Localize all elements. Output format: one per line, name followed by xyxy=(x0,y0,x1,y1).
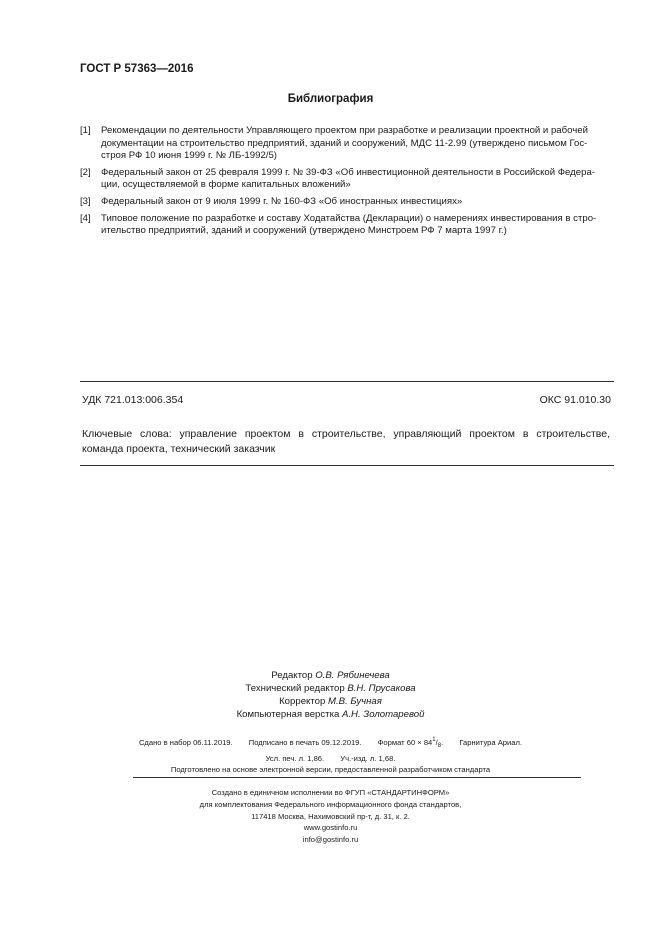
bibliography-line: документации на строительство предприятий, зданий и сооружений, МДС 11-2.99 (утверждено письмом Гос- xyxy=(101,137,588,149)
bibliography-item xyxy=(80,167,614,192)
publisher-address: 117418 Москва, Нахимовский пр-т, д. 31, к. 2. xyxy=(251,811,410,821)
bibliography-item-text xyxy=(101,213,614,238)
tech-editor-label: Технический редактор xyxy=(245,683,345,694)
print-info-row xyxy=(0,753,661,765)
bibliography-line: Рекомендации по деятельности Управляющего проектом при разработке и реализации проектной и рабочей xyxy=(101,125,588,136)
typeface: Гарнитура Ариал. xyxy=(459,738,523,747)
bibliography-item-number: [4] xyxy=(80,212,91,224)
publisher-line: Создано в единичном исполнении во ФГУП «СТАНДАРТИНФОРМ» xyxy=(211,788,450,797)
format-prefix: Формат 60 × 84 xyxy=(377,738,433,747)
publisher-block xyxy=(0,787,661,846)
editor-name: О.В. Рябинечева xyxy=(315,670,390,681)
editor-label: Редактор xyxy=(271,670,313,681)
email-link[interactable]: info@gostinfo.ru xyxy=(302,835,359,845)
prepared-note: Подготовлено на основе электронной версии, предоставленной разработчиком стандарта xyxy=(170,765,491,774)
bibliography-list xyxy=(80,125,614,242)
bibliography-item-text xyxy=(101,196,614,209)
document-code: ГОСТ Р 57363—2016 xyxy=(80,63,194,75)
bibliography-line: Федеральный закон от 25 февраля 1999 г. № 39-ФЗ «Об инвестиционной деятельности в Российской Федера- xyxy=(101,166,595,178)
bibliography-line: ительство предприятий, зданий и сооружений (утверждено Минстроем РФ 7 марта 1997 г.) xyxy=(101,225,507,237)
layout-line xyxy=(0,708,661,721)
bibliography-line: строя РФ 10 июня 1999 г. № ЛБ-1992/5) xyxy=(101,150,277,162)
bibliography-line: Федеральный закон от 9 июля 1999 г. № 160-ФЗ «Об иностранных инвестициях» xyxy=(101,195,463,207)
bibliography-item-number: [1] xyxy=(80,125,91,136)
bibliography-item-text xyxy=(101,167,614,192)
udk-code: УДК 721.013:006.354 xyxy=(82,394,184,406)
keywords-line: Ключевые слова: управление проектом в строительстве, управляющий проектом в строительстве, xyxy=(82,428,610,440)
corrector-label: Корректор xyxy=(279,696,326,707)
bibliography-item-number: [3] xyxy=(80,195,91,207)
layout-label: Компьютерная верстка xyxy=(236,709,340,720)
credits-block xyxy=(0,669,661,721)
bibliography-line: ции, осуществляемой в форме капитальных вложений» xyxy=(101,179,351,191)
publisher-divider xyxy=(133,777,581,778)
bibliography-item-number: [2] xyxy=(80,166,91,178)
publish-sheets: Уч.-изд. л. 1,68. xyxy=(340,753,396,763)
bibliography-item xyxy=(80,213,614,238)
tech-editor-line xyxy=(0,682,661,695)
oks-code: ОКС 91.010.30 xyxy=(539,394,611,406)
publisher-line: для комплектования Федерального информационного фонда стандартов, xyxy=(199,799,462,809)
layout-name: А.Н. Золотаревой xyxy=(341,709,425,720)
signed-date: Подписано в печать 09.12.2019. xyxy=(248,738,362,747)
format-denominator: 8 xyxy=(437,743,442,749)
corrector-line xyxy=(0,695,661,708)
print-sheets: Усл. печ. л. 1,86. xyxy=(265,753,325,763)
format-numerator: 1 xyxy=(432,737,436,743)
tech-editor-name: В.Н. Прусакова xyxy=(347,683,416,694)
editor-line xyxy=(0,669,661,682)
publisher-contacts xyxy=(0,822,661,846)
paper-format: Формат $60 \times 84^1/_8$. xyxy=(377,737,444,749)
format-suffix: . xyxy=(441,738,444,747)
bibliography-title: Библиография xyxy=(287,93,374,105)
keywords-block xyxy=(82,427,610,456)
print-info-block xyxy=(0,735,661,776)
bibliography-item-text xyxy=(101,125,614,163)
submitted-date: Сдано в набор 06.11.2019. xyxy=(138,738,233,747)
section-divider-bottom xyxy=(80,465,614,466)
bibliography-line: Типовое положение по разработке и составу Ходатайства (Декларации) о намерениях инвестирования в стро- xyxy=(101,212,597,224)
section-divider-top xyxy=(80,381,614,382)
corrector-name: М.В. Бучная xyxy=(327,696,382,707)
bibliography-item xyxy=(80,196,614,209)
keywords-line: команда проекта, технический заказчик xyxy=(82,442,276,455)
website-link[interactable]: www.gostinfo.ru xyxy=(303,823,358,833)
print-info-row xyxy=(0,735,661,753)
bibliography-item xyxy=(80,125,614,163)
